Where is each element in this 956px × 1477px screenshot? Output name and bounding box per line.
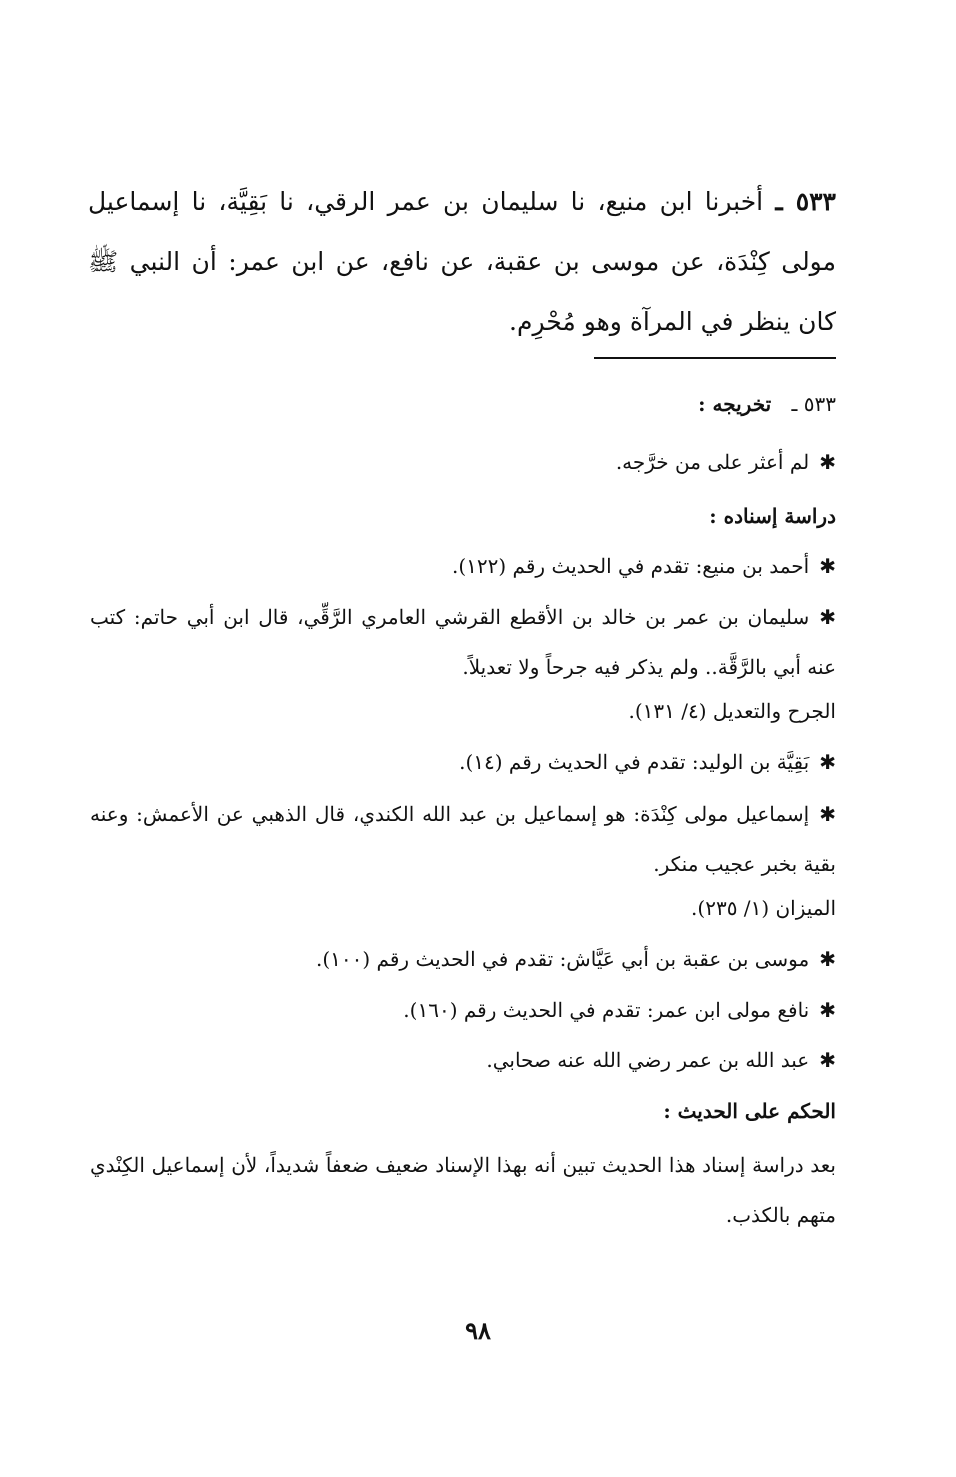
ruling-text: بعد دراسة إسناد هذا الحديث تبين أنه بهذا الإسناد ضعيف ضعفاً شديداً، لأن إسماعيل الكِنْدي متهم بالكذب.: [90, 1153, 836, 1227]
hadith-body: أخبرنا ابن منيع، نا سليمان بن عمر الرقي، نا بَقِيَّة، نا إسماعيل مولى كِنْدَة، عن موسى بن عقبة، عن نافع، عن ابن عمر: أن النبي ﷺ كان ينظر في المرآة وهو مُحْرِم.: [88, 187, 836, 336]
narrator-note-2: [90, 592, 836, 692]
narrator-text-1: أحمد بن منيع: تقدم في الحديث رقم (١٢٢).: [451, 554, 810, 578]
footnote-separator: [594, 357, 836, 359]
takhrij-heading: تخريجه :: [698, 392, 772, 416]
hadith-text-block: [88, 172, 836, 352]
asterisk-icon: ✱: [819, 802, 836, 826]
narrator-note-7: [486, 1048, 836, 1072]
asterisk-icon: ✱: [819, 554, 836, 578]
page-number: ٩٨: [465, 1316, 491, 1345]
narrator-text-3: بَقِيَّة بن الوليد: تقدم في الحديث رقم (١٤).: [459, 750, 810, 774]
narrator-note-1: [452, 554, 836, 578]
takhrij-line: [616, 450, 836, 474]
takhrij-title: [698, 392, 836, 416]
asterisk-icon: ✱: [819, 947, 836, 971]
narrator-text-4: إسماعيل مولى كِنْدَة: هو إسماعيل بن عبد الله الكندي، قال الذهبي عن الأعمش: وعنه بقية بخبر عجيب منكر.: [90, 802, 836, 876]
narrator-ref-4: الميزان (١/ ٢٣٥).: [691, 896, 836, 920]
narrator-text-6: نافع مولى ابن عمر: تقدم في الحديث رقم (١٦٠).: [403, 998, 810, 1022]
narrator-note-6: [403, 998, 836, 1022]
narrator-text-2: سليمان بن عمر بن خالد بن الأقطع القرشي العامري الرَّقِّي، قال ابن أبي حاتم: كتب عنه أبي بالرَّقَّة.. ولم يذكر فيه جرحاً ولا تعديلاً.: [90, 605, 836, 679]
asterisk-icon: ✱: [819, 450, 836, 474]
asterisk-icon: ✱: [819, 998, 836, 1022]
ruling-heading: الحكم على الحديث :: [663, 1099, 836, 1123]
isnad-heading: دراسة إسناده :: [709, 504, 836, 528]
narrator-note-4: [90, 789, 836, 889]
note-number: ٥٣٣ ـ: [791, 392, 836, 416]
takhrij-text: لم أعثر على من خرَّجه.: [615, 450, 810, 474]
narrator-text-5: موسى بن عقبة بن أبي عَيَّاش: تقدم في الحديث رقم (١٠٠).: [315, 947, 810, 971]
narrator-note-5: [316, 947, 836, 971]
narrator-text-7: عبد الله بن عمر رضي الله عنه صحابي.: [486, 1048, 810, 1072]
asterisk-icon: ✱: [819, 605, 836, 629]
hadith-number: ٥٣٣ ـ: [775, 187, 836, 216]
asterisk-icon: ✱: [819, 750, 836, 774]
asterisk-icon: ✱: [819, 1048, 836, 1072]
narrator-ref-2: الجرح والتعديل (٤/ ١٣١).: [628, 699, 836, 723]
narrator-note-3: [459, 750, 836, 774]
